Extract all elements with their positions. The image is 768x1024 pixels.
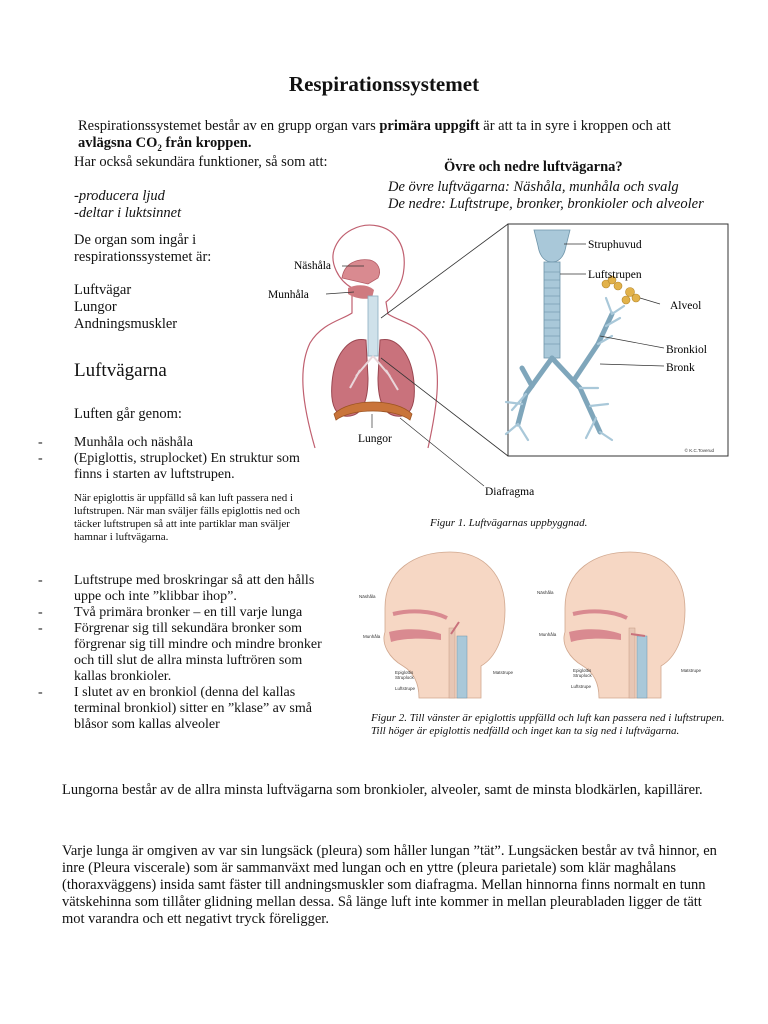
list-item: - I slutet av en bronkiol (denna del kallas terminal bronkiol) sitter en ”klase” av små blåsor som kallas alveoler bbox=[50, 685, 325, 733]
figure2-caption: Figur 2. Till vänster är epiglottis uppfälld och luft kan passera ned i luftstrupen. Till höger är epiglottis nedfälld och inget kan ta sig ned i luftvägarna. bbox=[371, 712, 725, 737]
label-bronk: Bronk bbox=[666, 362, 695, 374]
list-item: - Förgrenar sig till sekundära bronker som förgrenar sig till mindre och mindre bronker och till slut de allra minsta luftrören som kallas bronkioler. bbox=[50, 621, 325, 685]
figure1-diagram bbox=[260, 218, 740, 508]
zoom-bronchial-tree bbox=[518, 314, 612, 432]
figure1-caption: Figur 1. Luftvägarnas uppbyggnad. bbox=[430, 517, 588, 529]
airway-list-2 bbox=[50, 573, 325, 733]
paragraph-lungs: Lungorna består av de allra minsta luftvägarna som bronkioler, alveoler, samt de minsta blodkärlen, kapillärer. bbox=[62, 782, 703, 798]
list-item: - Två primära bronker – en till varje lunga bbox=[50, 605, 325, 621]
label-luftstrupen: Luftstrupen bbox=[588, 269, 642, 281]
trachea bbox=[368, 296, 378, 356]
figure2-diagram bbox=[355, 548, 705, 706]
nasal-cavity bbox=[342, 260, 380, 284]
epiglottis-note: När epiglottis är uppfälld så kan luft passera ned i luftstrupen. När man sväljer fälls epiglottis ned och täcker luftstrupen så att inte partiklar man sväljer hamnar i luftvägarna. bbox=[74, 492, 301, 543]
label-nashala: Näshåla bbox=[294, 260, 332, 272]
organ-item: Andningsmuskler bbox=[74, 316, 178, 332]
list-item: - Munhåla och näshåla bbox=[50, 435, 308, 451]
secondary-heading: Har också sekundära funktioner, så som att: bbox=[74, 154, 328, 170]
label-alveol: Alveol bbox=[670, 300, 702, 312]
label-bronkiol: Bronkiol bbox=[666, 344, 707, 356]
intro-paragraph: Respirationssystemet består av en grupp organ vars primära uppgift är att ta in syre i kroppen och att avlägsna $CO_2$ från kroppen. bbox=[78, 118, 671, 153]
fig2-label: Epiglottis bbox=[395, 670, 414, 675]
secondary-item: -producera ljud bbox=[74, 188, 165, 204]
zoom-frame bbox=[508, 224, 728, 456]
fig2-label: Luftstrupe bbox=[571, 684, 592, 689]
fig2-label: Näshåla bbox=[359, 594, 376, 599]
fig2-label: Struplock bbox=[573, 673, 592, 678]
organs-heading-line2: respirationssystemet är: bbox=[74, 249, 212, 265]
copyright-label: © K.C.Toverud bbox=[684, 448, 714, 453]
fig2-label: Munhåla bbox=[363, 634, 381, 639]
label-munhala: Munhåla bbox=[268, 289, 309, 301]
larynx bbox=[534, 230, 570, 262]
fig2-label: Epiglottis bbox=[573, 668, 592, 673]
organ-item: Lungor bbox=[74, 299, 117, 315]
fig2-label: Struplock bbox=[395, 675, 414, 680]
fig2-label: Matstrupe bbox=[681, 668, 702, 673]
fig2-label: Munhåla bbox=[539, 632, 557, 637]
secondary-item: -deltar i luktsinnet bbox=[74, 205, 182, 221]
fig2-label: Näshåla bbox=[537, 590, 554, 595]
label-lungor: Lungor bbox=[358, 433, 392, 445]
zoom-trachea bbox=[544, 262, 560, 358]
upper-lower-heading: Övre och nedre luftvägarna? bbox=[444, 159, 623, 175]
organ-item: Luftvägar bbox=[74, 282, 132, 298]
airways-heading: Luftvägarna bbox=[74, 360, 167, 381]
air-passes-heading: Luften går genom: bbox=[74, 406, 182, 422]
list-item: - Luftstrupe med broskringar så att den hålls uppe och inte ”klibbar ihop”. bbox=[50, 573, 325, 605]
label-diafragma: Diafragma bbox=[485, 486, 535, 498]
label-struphuvud: Struphuvud bbox=[588, 239, 642, 251]
organs-heading-line1: De organ som ingår i bbox=[74, 232, 197, 248]
paragraph-pleura: Varje lunga är omgiven av var sin lungsäck (pleura) som håller lungan ”tät”. Lungsäcken består av två hinnor, en inre (Pleura viscerale) som är sammanväxt med lungan och en yttre (pleura parietale) som klär maghålans (thoraxväggens) insida samt fäster till andningsmuskler som diafragma. Mellan hinnorna finns normalt en tunn vätskehinna som tillåter glidning mellan dessa. Så länge luft inte kommer in mellan pleurabladen ligger de tätt mot varandra och ett negativt tryck föreligger. bbox=[62, 843, 717, 927]
fig2-label: Matstrupe bbox=[493, 670, 514, 675]
upper-airways-line: De övre luftvägarna: Näshåla, munhåla och svalg bbox=[388, 179, 679, 195]
lower-airways-line: De nedre: Luftstrupe, bronker, bronkioler och alveoler bbox=[388, 196, 704, 212]
list-item: - (Epiglottis, struplocket) En struktur som finns i starten av luftstrupen. bbox=[50, 451, 308, 483]
page-title: Respirationssystemet bbox=[288, 72, 480, 96]
fig2-label: Luftstrupe bbox=[395, 686, 416, 691]
